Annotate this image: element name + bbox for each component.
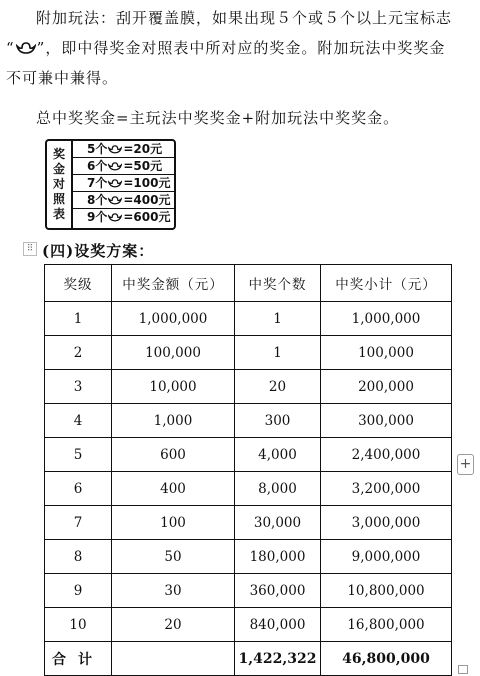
add-row-button[interactable]: +	[457, 454, 474, 475]
bonus-rules-line1: 附加玩法：刮开覆盖膜，如果出现５个或５个以上元宝标志	[36, 9, 453, 27]
bonus-rules-line2	[6, 33, 474, 63]
cell-count: 840,000	[235, 608, 321, 642]
total-subtotal: 46,800,000	[321, 642, 452, 676]
section-heading: (四)设奖方案：	[42, 242, 155, 260]
table-header-row	[45, 265, 452, 302]
cell-subtotal: 200,000	[321, 370, 452, 404]
table-row	[45, 438, 452, 472]
cell-count: 8,000	[235, 472, 321, 506]
table-move-handle[interactable]: ⠿	[23, 242, 37, 256]
ingot-icon	[108, 176, 122, 186]
cell-amount: 10,000	[112, 370, 235, 404]
paragraph-bonus-rules	[6, 3, 474, 93]
cell-count: 20	[235, 370, 321, 404]
cell-amount: 400	[112, 472, 235, 506]
lookup-amount: =50元	[123, 159, 163, 173]
table-total-row	[45, 642, 452, 676]
quote-open: “	[6, 39, 15, 57]
table-row	[45, 540, 452, 574]
total-count: 1,422,322	[235, 642, 321, 676]
table-row	[45, 506, 452, 540]
cell-amount: 100	[112, 506, 235, 540]
lookup-row	[73, 141, 174, 158]
cell-amount: 50	[112, 540, 235, 574]
bonus-lookup-table	[45, 139, 176, 230]
header-level: 奖级	[45, 265, 112, 302]
ingot-icon	[108, 193, 122, 203]
table-row	[45, 370, 452, 404]
bonus-rules-line3: 不可兼中兼得。	[6, 69, 119, 87]
prize-table	[44, 264, 452, 676]
cell-amount: 30	[112, 574, 235, 608]
lookup-row	[73, 158, 174, 175]
lookup-row	[73, 209, 174, 226]
table-row	[45, 608, 452, 642]
cell-level: 2	[45, 336, 112, 370]
ingot-icon	[108, 159, 122, 169]
cell-level: 8	[45, 540, 112, 574]
cell-level: 7	[45, 506, 112, 540]
cell-amount: 1,000	[112, 404, 235, 438]
header-subtotal: 中奖小计（元）	[321, 265, 452, 302]
lookup-count: 6个	[87, 159, 108, 173]
cell-amount: 1,000,000	[112, 302, 235, 336]
lookup-row	[73, 175, 174, 192]
table-row	[45, 302, 452, 336]
cell-count: 1	[235, 302, 321, 336]
paragraph-total-prize: 总中奖奖金=主玩法中奖奖金+附加玩法中奖奖金。	[36, 109, 400, 127]
lookup-count: 5个	[87, 142, 108, 156]
cell-level: 6	[45, 472, 112, 506]
bonus-rules-line2-text: ”，即中得奖金对照表中所对应的奖金。附加玩法中奖奖金	[36, 39, 446, 57]
ingot-icon	[16, 34, 36, 47]
table-row	[45, 336, 452, 370]
cell-count: 300	[235, 404, 321, 438]
cell-subtotal: 3,000,000	[321, 506, 452, 540]
table-row	[45, 472, 452, 506]
lookup-amount: =20元	[123, 142, 163, 156]
cell-amount: 100,000	[112, 336, 235, 370]
cell-count: 180,000	[235, 540, 321, 574]
cell-amount: 20	[112, 608, 235, 642]
lookup-amount: =400元	[123, 193, 171, 207]
cell-level: 5	[45, 438, 112, 472]
table-resize-handle[interactable]	[458, 665, 468, 674]
lookup-rows	[73, 141, 174, 228]
header-amount: 中奖金额（元）	[112, 265, 235, 302]
header-count: 中奖个数	[235, 265, 321, 302]
cell-subtotal: 10,800,000	[321, 574, 452, 608]
ingot-icon	[108, 210, 122, 220]
cell-level: 10	[45, 608, 112, 642]
cell-level: 4	[45, 404, 112, 438]
cell-count: 4,000	[235, 438, 321, 472]
lookup-side-label: 奖金对照表	[47, 141, 73, 228]
cell-subtotal: 100,000	[321, 336, 452, 370]
cell-subtotal: 3,200,000	[321, 472, 452, 506]
lookup-amount: =600元	[123, 210, 171, 224]
cell-level: 9	[45, 574, 112, 608]
total-amount	[112, 642, 235, 676]
lookup-row	[73, 192, 174, 209]
table-row	[45, 404, 452, 438]
cell-count: 1	[235, 336, 321, 370]
cell-level: 3	[45, 370, 112, 404]
cell-subtotal: 1,000,000	[321, 302, 452, 336]
cell-count: 360,000	[235, 574, 321, 608]
lookup-amount: =100元	[123, 176, 171, 190]
cell-count: 30,000	[235, 506, 321, 540]
total-label: 合计	[45, 642, 112, 676]
cell-subtotal: 9,000,000	[321, 540, 452, 574]
lookup-count: 7个	[87, 176, 108, 190]
lookup-count: 9个	[87, 210, 108, 224]
cell-subtotal: 300,000	[321, 404, 452, 438]
cell-subtotal: 16,800,000	[321, 608, 452, 642]
lookup-count: 8个	[87, 193, 108, 207]
cell-level: 1	[45, 302, 112, 336]
ingot-icon	[108, 142, 122, 152]
cell-amount: 600	[112, 438, 235, 472]
table-row	[45, 574, 452, 608]
cell-subtotal: 2,400,000	[321, 438, 452, 472]
